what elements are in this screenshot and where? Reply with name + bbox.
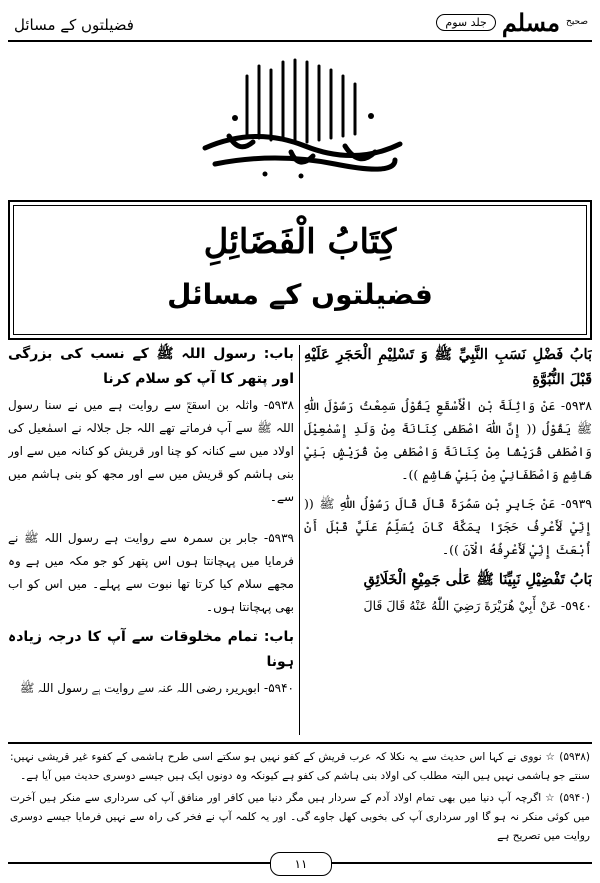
page-number: ۱۱	[270, 852, 332, 876]
column-divider	[299, 345, 300, 735]
urdu-column	[8, 342, 294, 740]
arabic-chapter-heading-1: بَابُ فَضْلِ نَسَبِ النَّبِيِّ ﷺ وَ تَسْلِيْمِ الْحَجَرِ عَلَيْهِ قَبْلَ النُّبُوَّةِ	[304, 346, 592, 388]
volume-badge: جلد سوم	[436, 14, 495, 31]
arabic-hadith-5940: ٥٩٤٠- عَنْ أَبِيْ هُرَيْرَةَ رَضِيَ اللّٰهُ عَنْهُ قَالَ قَالَ	[363, 598, 592, 613]
running-header	[8, 6, 592, 42]
header-chapter-name: فضیلتوں کے مسائل	[14, 16, 134, 34]
bismillah-calligraphy	[195, 56, 405, 186]
urdu-hadith-5940: ۵۹۴۰- ابوہریرہ رضی اللہ عنہ سے روایت ہے رسول اللہ ﷺ	[19, 681, 294, 695]
header-title: مسلم	[501, 7, 561, 37]
book-title-urdu: فضیلتوں کے مسائل	[167, 278, 433, 311]
book-title-arabic: كِتَابُ الْفَضَائِلِ	[203, 222, 397, 262]
book-title-box	[8, 200, 592, 340]
urdu-hadith-5938: ۵۹۳۸- واثلہ بن اسقعؓ سے روایت ہے میں نے سنا رسول اللہ ﷺ سے آپ فرماتے تھے اللہ جل جلالہ نے اسمٰعیل کی اولاد میں سے کنانہ کو چنا اور قریش کو کنانہ میں سے اور بنی ہاشم کو قریش میں سے اور مجھ کو بنی ہاشم میں سے۔	[8, 398, 294, 504]
arabic-hadith-5939: ٥٩٣٩- عَنْ جَابِرِ بْنِ سَمُرَةَ قَالَ قَالَ رَسُوْلُ اللّٰهِ ﷺ (( إِنِّيْ لَأَعْرِفُ حَجَرًا بِمَكَّةَ كَانَ يُسَلِّمُ عَلَيَّ قَبْلَ أَنْ أُبْعَثَ إِنِّيْ لَأَعْرِفُهُ الْآنَ ))۔	[304, 496, 592, 557]
arabic-column	[304, 342, 592, 740]
spacer	[8, 515, 294, 527]
urdu-hadith-5939: ۵۹۳۹- جابر بن سمرہ سے روایت ہے رسول اللہ ﷺ نے فرمایا میں پہچانتا ہوں اس پتھر کو جو مکہ میں ہے وہ مجھے سلام کیا کرتا تھا نبوت سے پہلے۔ میں اس کو اب بھی پہچانتا ہوں۔	[8, 531, 294, 614]
urdu-chapter-heading-1: باب: رسول اللہ ﷺ کے نسب کی بزرگی اور پتھر کا آپ کو سلام کرنا	[8, 346, 294, 387]
arabic-chapter-heading-2: بَابُ تَفْضِيْلِ نَبِيِّنَا ﷺ عَلٰى جَمِيْعِ الْخَلَائِقِ	[363, 571, 592, 588]
footnote-5938: (۵۹۳۸) ☆ نووی نے کہا اس حدیث سے یہ نکلا کہ عرب قریش کے کفو نہیں ہو سکتے اسی طرح ہاشمی کے کفوء غیر قریشی نہیں: سنتے جو ہاشمی نہیں ہیں البتہ مطلب کی اولاد بنی ہاشم کی کفو ہے کیونکہ وہ دونوں ایک ہیں جیسے دوسری حدیث میں آیا ہے۔	[10, 751, 590, 782]
footnote-5940: (۵۹۴۰) ☆ اگرچہ آپ دنیا میں بھی تمام اولاد آدم کے سردار ہیں مگر دنیا میں کافر اور منافق آپ کی سرداری سے منکر ہیں آخرت میں کوئی منکر نہ ہو گا اور سرداری آپ کی بخوبی کھل جاوے گی۔ اور یہ کلمہ آپ نے فخر کی راہ سے نہیں فرمایا جیسے دوسری روایت میں تصریح ہے	[10, 792, 590, 842]
header-book-title	[436, 6, 588, 38]
arabic-hadith-5938: ٥٩٣٨- عَنْ وَاثِلَةَ بْنِ الْأَسْقَعِ يَقُوْلُ سَمِعْتُ رَسُوْلَ اللّٰهِ ﷺ يَقُوْلُ (( إِنَّ اللّٰهَ اصْطَفٰى كِنَانَةَ مِنْ وَلَدِ إِسْمٰعِيْلَ وَاصْطَفٰى قُرَيْشًا مِنْ كِنَانَةَ وَاصْطَفٰى مِنْ قُرَيْشٍ بَنِيْ هَاشِمٍ وَاصْطَفَانِيْ مِنْ بَنِيْ هَاشِمٍ ))۔	[304, 398, 592, 482]
footnote-rule	[8, 742, 592, 744]
footnotes	[10, 748, 590, 848]
urdu-chapter-heading-2: باب: تمام مخلوقات سے آپ کا درجہ زیادہ ہونا	[8, 629, 294, 670]
header-title-prefix: صحیح	[566, 17, 588, 27]
